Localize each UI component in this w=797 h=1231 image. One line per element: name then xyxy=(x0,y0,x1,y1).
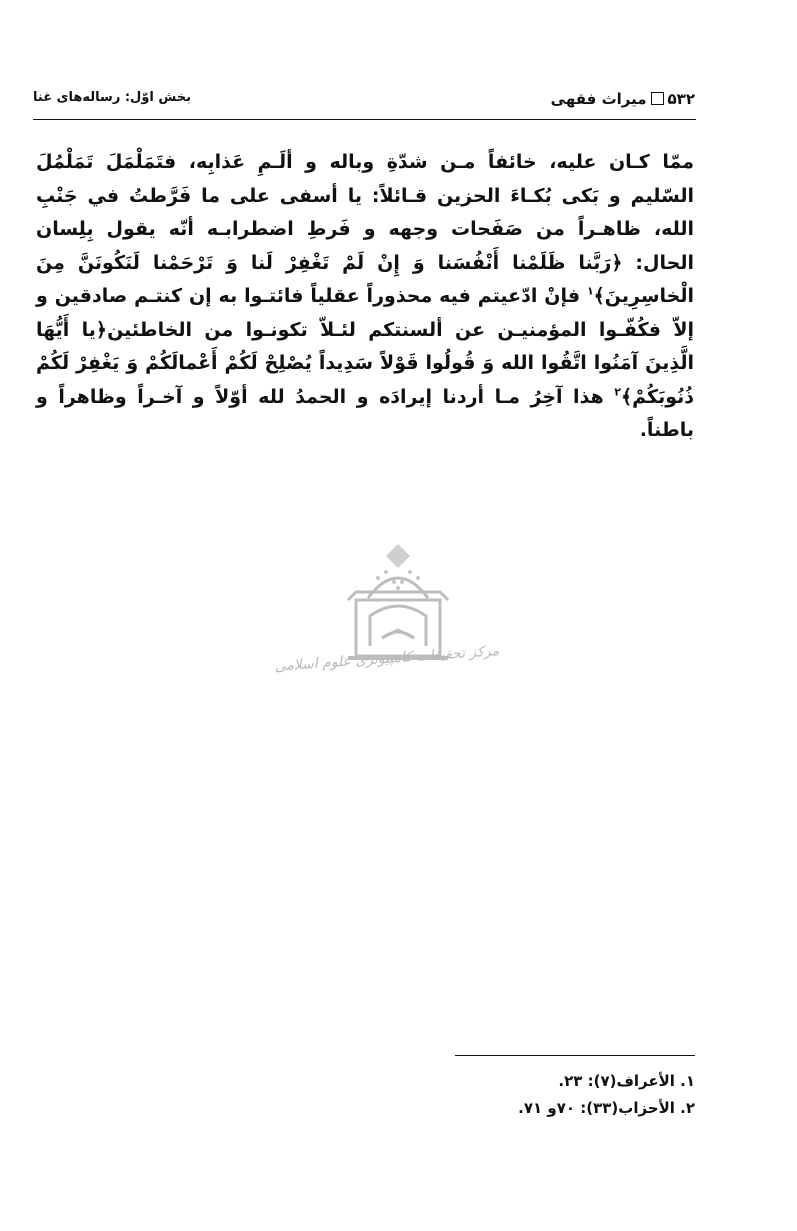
footnote-marker[interactable]: ۱ xyxy=(586,284,594,298)
text-line: الخاطئین xyxy=(107,318,193,341)
section-title: بخش اوّل: رساله‌های غنا xyxy=(33,90,192,105)
text-line: ممّا کـان علیه، خائفاً مـن شدّةِ وباله و ألَـمِ عَذابِه، فتَمَلْمَلَ تَمَلْمُلَ السّلیم و xyxy=(36,151,694,207)
main-text xyxy=(36,146,694,448)
book-title: میراث فقهی xyxy=(550,90,647,108)
page-number: ۵۳۲ xyxy=(667,90,695,108)
text-line: فإنْ ادّعیتم فیه محذوراً عقلیاً xyxy=(310,285,587,307)
square-icon xyxy=(651,92,664,105)
text-line: بَکی بُکـاءَ الحزین قـائلاً: یا أسفی علی ما فَرَّطتُ في جَنْبِ الله، ظاهـراً من xyxy=(36,184,694,240)
footnotes xyxy=(380,1068,695,1122)
quran-verse: إِنْ لَمْ تَغْفِرْ لَنا وَ تَرْحَمْنا لَنَكُونَنَّ مِنَ الْخاسِرِينَ﴾ xyxy=(36,251,694,307)
footnote-item: ۲. الأحزاب(۳۳): ۷۰و ۷۱. xyxy=(518,1099,695,1117)
quran-verse: يَغْفِرْ لَكُمْ ذُنُوبَكُمْ﴾ xyxy=(36,352,694,408)
text-line: صَفَحات وجهه و فَرطِ اضطرابـه أنّه یقول بِلِسان الحال: xyxy=(36,218,694,274)
footnote-marker[interactable]: ۲ xyxy=(614,385,621,399)
running-header xyxy=(33,86,695,116)
text-line: هذا آخِرُ مـا أردنا إیرادَه و الحمدُ لله أوّلاً و آخـراً وظاهراً و xyxy=(36,385,615,408)
quran-verse: ﴿يا أَيُّهَا الَّذِينَ آمَنُوا اتَّقُوا الله وَ قُولُوا قَوْلاً سَدِيداً يُصْلِحْ لَكُمْ أَعْمالَكُمْ وَ xyxy=(36,318,694,374)
text-line: باطناً. xyxy=(639,419,694,441)
text-line: فائتـوا به إن کنتـم صادقین و إلاّ فکُفّـوا المؤمنیـن عن ألسنتکم لئـلاّ تکونـوا من xyxy=(36,285,694,341)
quran-verse: ﴿رَبَّنا ظَلَمْنا أَنْفُسَنا وَ xyxy=(412,251,623,274)
header-page-title xyxy=(551,90,695,108)
footnote-divider xyxy=(455,1055,695,1056)
watermark-caption: مرکز تحقیقات کامپیوتری علوم اسلامی xyxy=(274,643,500,675)
header-divider xyxy=(33,119,696,120)
footnote-item: ۱. الأعراف(۷): ۲۳. xyxy=(558,1072,695,1090)
